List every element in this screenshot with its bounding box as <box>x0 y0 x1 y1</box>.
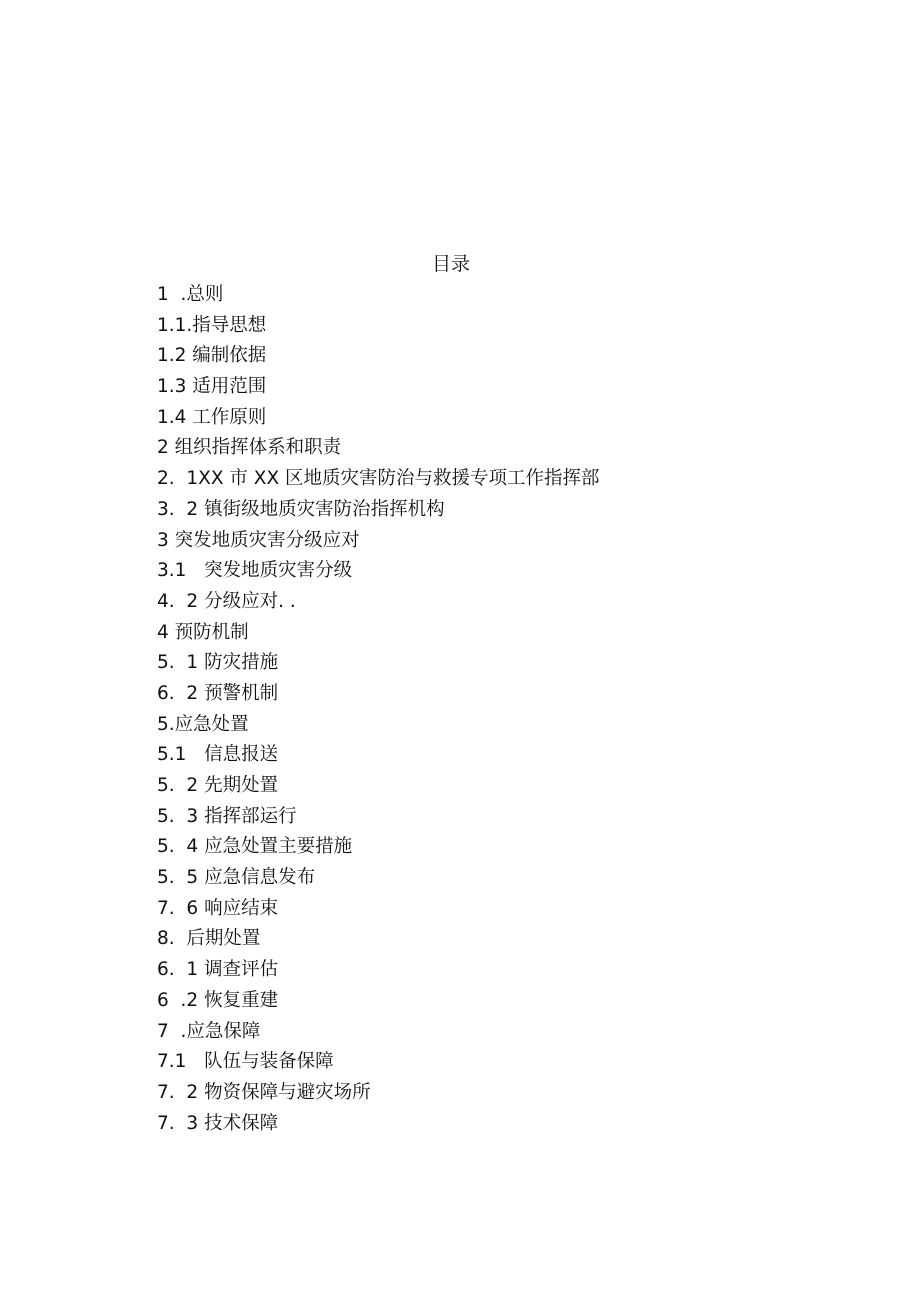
toc-entry: 6 .2 恢复重建 <box>157 989 279 1011</box>
toc-entry: 7.1 队伍与装备保障 <box>157 1051 334 1073</box>
toc-list <box>157 280 600 1139</box>
toc-entry: 3 突发地质灾害分级应对 <box>157 529 360 551</box>
toc-entry: 1.1.指导思想 <box>157 314 267 336</box>
toc-entry: 1.3 适用范围 <box>157 376 267 398</box>
toc-entry: 7. 2 物资保障与避灾场所 <box>157 1081 371 1103</box>
toc-entry: 7 .应急保障 <box>157 1020 261 1042</box>
toc-entry: 7. 6 响应结束 <box>157 897 279 919</box>
toc-entry: 5. 3 指挥部运行 <box>157 805 297 827</box>
toc-entry: 3.1 突发地质灾害分级 <box>157 560 353 582</box>
toc-entry: 5.应急处置 <box>157 713 249 735</box>
toc-entry: 5. 5 应急信息发布 <box>157 867 316 889</box>
toc-entry: 3. 2 镇街级地质灾害防治指挥机构 <box>157 498 445 520</box>
toc-entry: 5. 2 先期处置 <box>157 775 279 796</box>
toc-entry: 6. 1 调查评估 <box>157 959 279 981</box>
toc-entry: 1.4 工作原则 <box>157 406 267 428</box>
toc-entry: 2 组织指挥体系和职责 <box>157 437 342 459</box>
toc-entry: 1.2 编制依据 <box>157 345 267 367</box>
toc-entry: 8. 后期处置 <box>157 928 261 950</box>
toc-entry: 5. 4 应急处置主要措施 <box>157 836 353 858</box>
toc-title: 目录 <box>431 253 470 275</box>
toc-entry: 4 预防机制 <box>157 621 249 643</box>
toc-entry: 5.1 信息报送 <box>157 744 279 766</box>
toc-entry: 1 .总则 <box>157 284 224 305</box>
toc-entry: 5. 1 防灾措施 <box>157 652 279 674</box>
toc-entry: 4. 2 分级应对. . <box>157 590 296 612</box>
toc-entry: 7. 3 技术保障 <box>157 1112 279 1134</box>
toc-entry: 6. 2 预警机制 <box>157 682 279 704</box>
toc-entry: 2. 1XX 市 XX 区地质灾害防治与救援专项工作指挥部 <box>157 468 600 490</box>
